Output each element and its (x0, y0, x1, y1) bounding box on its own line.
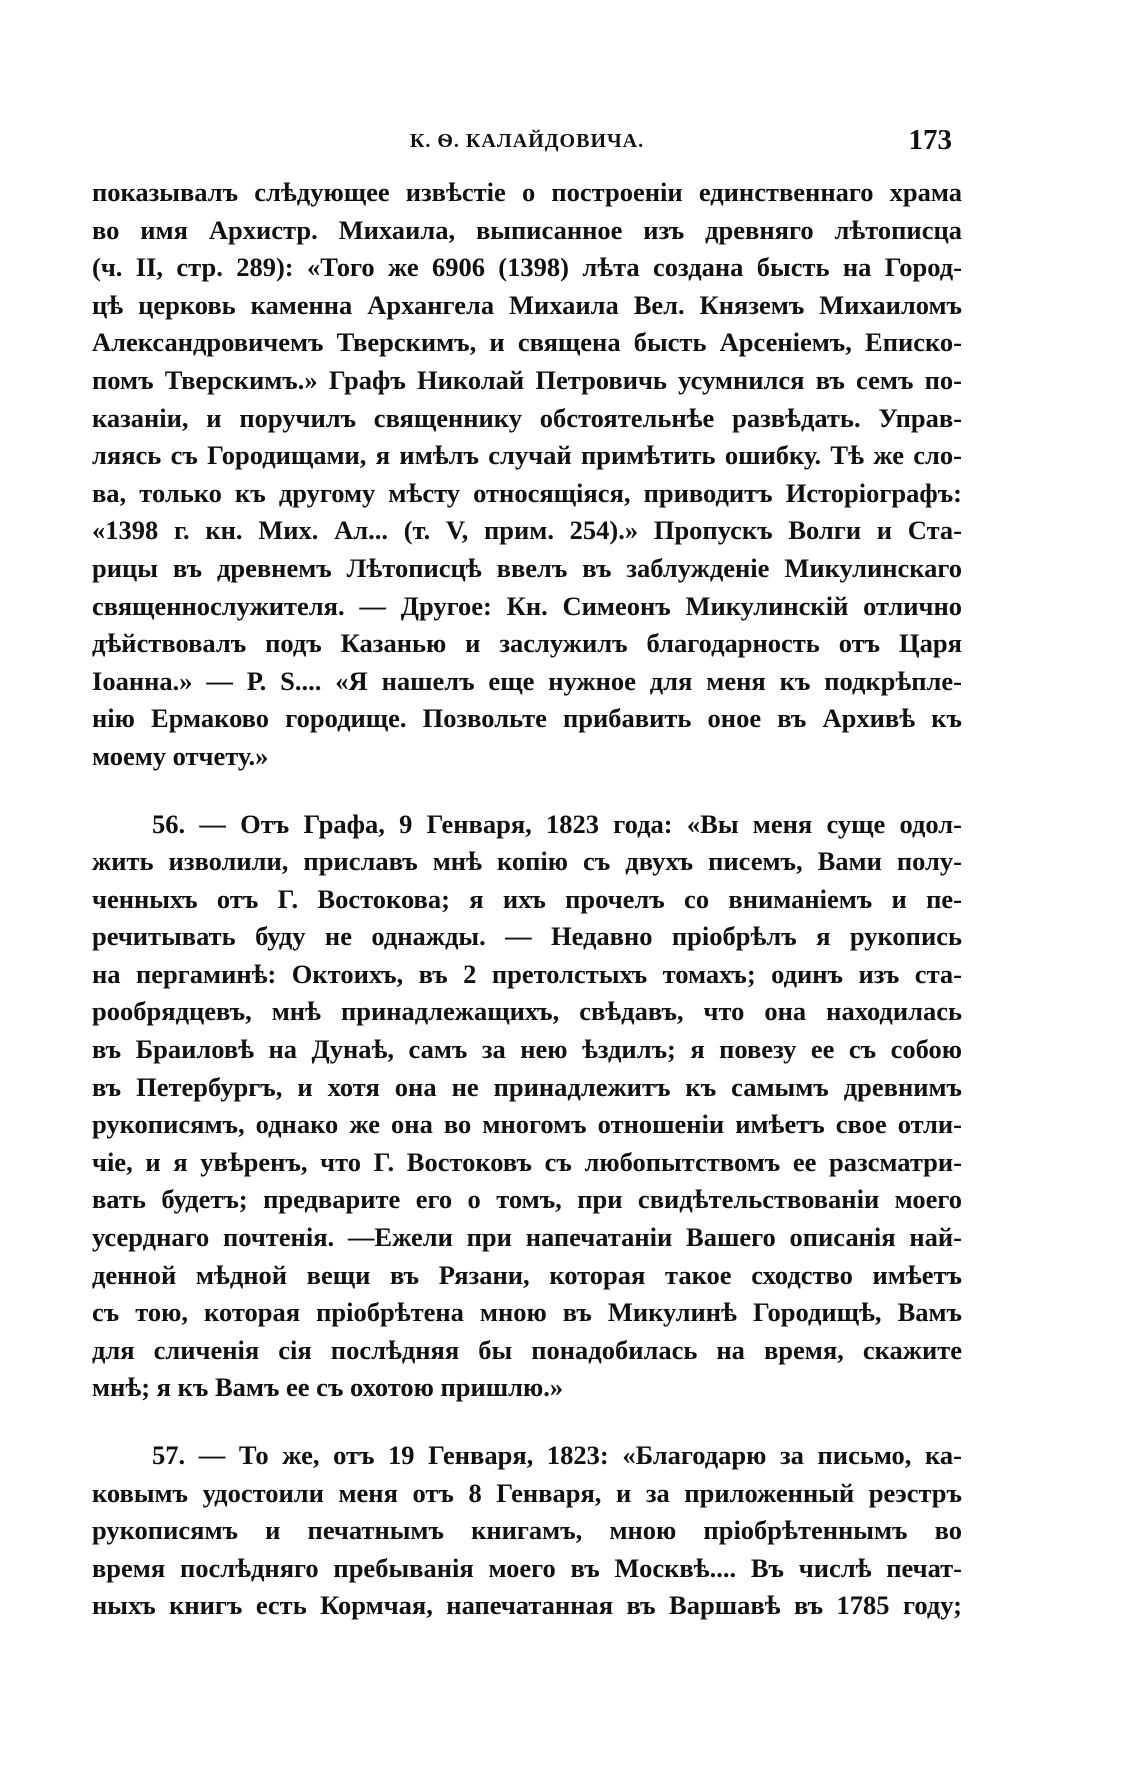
letter-56 (92, 806, 962, 1408)
text-line: рообрядцевъ, мнѣ принадлежащихъ, свѣдавъ, что она находилась (92, 996, 962, 1027)
text-line: усерднаго почтенія. —Ежели при напечатаніи Вашего описанія най- (92, 1222, 962, 1253)
text-line: ныхъ книгъ есть Кормчая, напечатанная въ Варшавѣ въ 1785 году; (92, 1590, 962, 1621)
text-line: рукописямъ, однако же она во многомъ отношеніи имѣетъ свое отли- (92, 1109, 962, 1140)
text-line: въ Браиловѣ на Дунаѣ, самъ за нею ѣздилъ; я повезу ее съ собою (92, 1034, 962, 1065)
text-line: показывалъ слѣдующее извѣстіе о построеніи единственнаго храма (92, 177, 962, 207)
text-line: во имя Архистр. Михаила, выписанное изъ древняго лѣтописца (92, 214, 962, 245)
text-line: съ тою, которая пріобрѣтена мною въ Микулинѣ Городищѣ, Вамъ (92, 1297, 962, 1328)
text-line: ковымъ удостоили меня отъ 8 Генваря, и за приложенный реэстръ (92, 1477, 962, 1508)
page-number: 173 (908, 124, 952, 156)
book-page (92, 120, 962, 1625)
text-line: 57. — То же, отъ 19 Генваря, 1823: «Благодарю за письмо, ка- (152, 1440, 962, 1470)
text-line: 56. — Отъ Графа, 9 Генваря, 1823 года: «Вы меня суще одол- (152, 808, 962, 839)
letter-57 (92, 1437, 962, 1625)
running-title: К. Ѳ. КАЛАЙДОВИЧА. (409, 130, 645, 152)
paragraph-gap (92, 776, 962, 806)
text-line: ченныхъ отъ Г. Востокова; я ихъ прочелъ со вниманіемъ и пе- (92, 883, 962, 914)
text-line: моему отчету.» (92, 740, 269, 771)
text-line: дѣйствовалъ подъ Казанью и заслужилъ благодарность отъ Царя (92, 628, 962, 659)
text-line: ва, только къ другому мѣсту относящіяся, приводитъ Исторіографъ: (92, 477, 962, 508)
text-line: вать будетъ; предварите его о томъ, при свидѣтельствованіи моего (92, 1184, 962, 1215)
text-line: время послѣдняго пребыванія моего въ Москвѣ.... Въ числѣ печат- (92, 1552, 962, 1583)
text-line: нію Ермаково городище. Позвольте прибавить оное въ Архивѣ къ (92, 703, 962, 734)
text-line: цѣ церковь каменна Архангела Михаила Вел. Княземъ Михаиломъ (92, 289, 962, 320)
text-line: казаніи, и поручилъ священнику обстоятельнѣе развѣдать. Управ- (92, 402, 962, 433)
text-line: денной мѣдной вещи въ Рязани, которая такое сходство имѣетъ (92, 1259, 962, 1290)
text-line: рицы въ древнемъ Лѣтописцѣ ввелъ въ заблужденіе Микулинскаго (92, 552, 962, 583)
text-line: «1398 г. кн. Мих. Ал... (т. V, прим. 254).» Пропускъ Волги и Ста- (92, 515, 962, 546)
text-line: въ Петербургъ, и хотя она не принадлежитъ къ самымъ древнимъ (92, 1071, 962, 1102)
text-line: для сличенія сія послѣдняя бы понадобилась на время, скажите (92, 1334, 962, 1365)
text-line: священнослужителя. — Другое: Кн. Симеонъ Микулинскій отлично (92, 590, 962, 621)
paragraph-gap (92, 1407, 962, 1437)
text-line: (ч. II, стр. 289): «Того же 6906 (1398) лѣта создана бысть на Город- (92, 252, 962, 283)
text-line: жить изволили, приславъ мнѣ копію съ двухъ писемъ, Вами полу- (92, 846, 962, 877)
text-line: Іоанна.» — Р. S.... «Я нашелъ еще нужное для меня къ подкрѣпле- (92, 665, 962, 696)
text-line: рукописямъ и печатнымъ книгамъ, мною пріобрѣтеннымъ во (92, 1515, 962, 1546)
text-line: чіе, и я увѣренъ, что Г. Востоковъ съ любопытствомъ ее разсматри- (92, 1146, 962, 1177)
running-head (92, 120, 962, 164)
text-line: речитывать буду не однажды. — Недавно пріобрѣлъ я рукопись (92, 921, 962, 952)
text-line: ляясь съ Городищами, я имѣлъ случай примѣтить ошибку. Тѣ же сло- (92, 440, 962, 471)
paragraph-continued (92, 174, 962, 776)
text-line: помъ Тверскимъ.» Графъ Николай Петровичь усумнился въ семъ по- (92, 364, 962, 395)
text-line: мнѣ; я къ Вамъ ее съ охотою пришлю.» (92, 1372, 564, 1403)
text-line: на пергаминѣ: Октоихъ, въ 2 претолстыхъ томахъ; одинъ изъ ста- (92, 958, 962, 989)
text-line: Александровичемъ Тверскимъ, и священа бысть Арсеніемъ, Еписко- (92, 327, 962, 358)
